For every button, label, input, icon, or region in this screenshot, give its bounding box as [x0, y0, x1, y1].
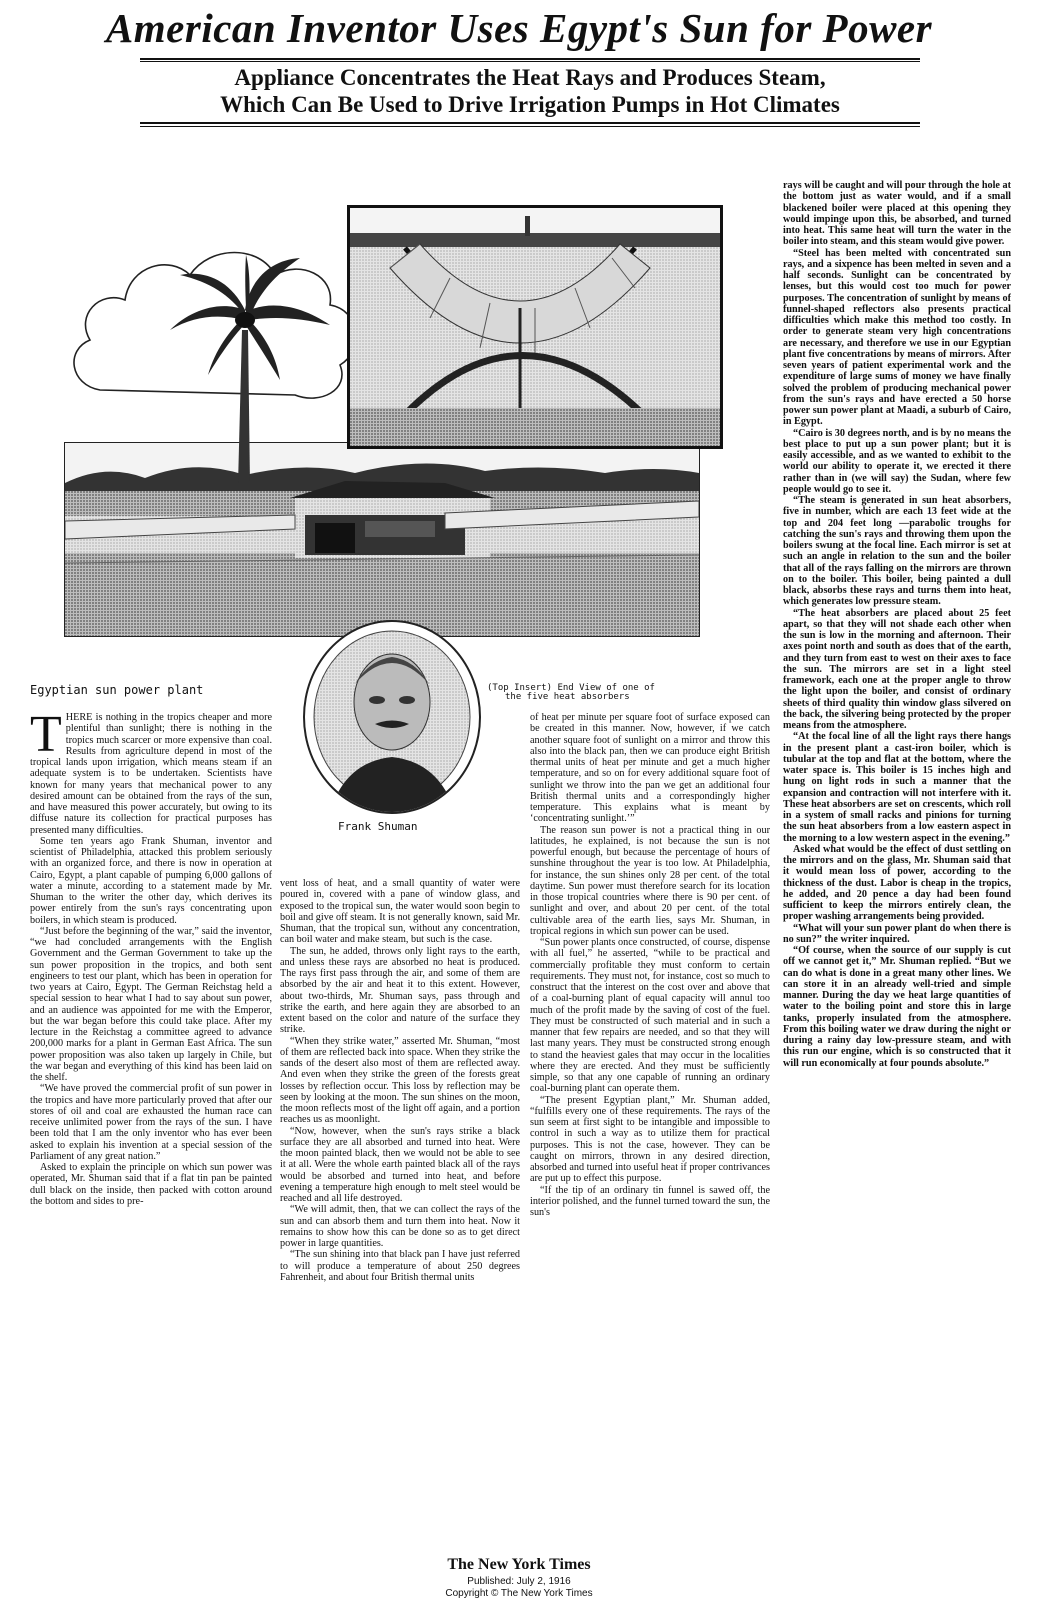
article-column-4 — [783, 180, 1011, 1422]
article-col3-para4: “The present Egyptian plant,” Mr. Shuman added, “fulfills every one of these requirements. The rays of the sun seem at first sight to be intangible and impossible to control in such a way as to utilize them for practical purposes. This is not the case, however. They can be caught on mirrors, thrown in any desired direction, absorbed and turned into useful heat if proper contrivances are put up to effect this purpose. — [530, 1094, 770, 1185]
article-column-3 — [530, 712, 770, 1424]
article-col3-para1: of heat per minute per square foot of surface exposed can be created in this manner. Now, however, if we catch another square foot of sunlight on a mirror and throw this also into the black pan, then we can produce eight British thermal units of heat per minute and get a much higher temperature, and so on for every additional square foot of sunlight we throw into the pan we get an additional four British thermal units and a correspondingly higher temperature. This explains what is meant by ‘concentrating sunlight.’” — [530, 712, 770, 825]
article-col4-para6: “At the focal line of all the light rays there hangs in the present plant a cast-iron boiler, which is tubular at the top and flat at the bottom, where the water space is. This boiler is 15 inches high and hung on light rods in such a manner that the expansion and contraction will not interfere with it. These heat absorbers are set on crescents, which roll in a system of small racks and pinions for turning the sun heat absorbers from a low eastern aspect in the morning to a low western aspect in the evening.” — [783, 731, 1011, 844]
article-col1-para1-text: HERE is nothing in the tropics cheaper and more plentiful than sunlight; there is nothing in the tropics much scarcer or more expensive than coal. Results from agriculture depend in most of the tropical lands upon irrigation, which means steam if an adequate system is to be undertaken. Scientists have known for many years that mechanical power to any desired amount can be obtained from the rays of the sun, and have measured this power accurately, but owing to its diffuse nature its collection for practical purposes has presented many difficulties. — [30, 712, 272, 836]
insert-caption-line2: the five heat absorbers — [505, 692, 630, 702]
footer-masthead: The New York Times — [447, 1556, 591, 1573]
article-col1-para1 — [30, 712, 272, 836]
rule-top-thin — [140, 61, 920, 62]
dropcap: T — [30, 712, 62, 763]
heat-absorber-graphic — [350, 208, 720, 446]
article-col2-para5: “We will admit, then, that we can collect the rays of the sun and can absorb them and turn them into heat. Now it remains to show how this can be done so as to get direct power in large quantities. — [280, 1204, 520, 1249]
rule-bottom — [140, 122, 920, 124]
subheadline-line2: Which Can Be Used to Drive Irrigation Pumps in Hot Climates — [220, 92, 840, 117]
article-col4-para7: Asked what would be the effect of dust settling on the mirrors and on the glass, Mr. Shuman said that it would mean loss of power, according to the thickness of the dust. Labor is cheap in the tropics, he added, and 20 pence a day had been found sufficient to keep the mirrors entirely clean, the proper washing arrangements being provided. — [783, 843, 1011, 923]
portrait-caption: Frank Shuman — [338, 820, 418, 833]
article-col2-para4: “Now, however, when the sun's rays strike a black surface they are all absorbed and turned into heat. Were the moon painted black, then we would not be able to see it at all. Were the whole earth painted black all of the rays would be absorbed and turned into heat, and before evening a temperature high enough to melt steel would be reached and all life destroyed. — [280, 1125, 520, 1204]
portrait-graphic — [305, 622, 479, 812]
article-col1-para2: Some ten years ago Frank Shuman, inventor and scientist of Philadelphia, attacked this problem seriously with an organized force, and there is now in operation at Cairo, Egypt, a plant capable of pumping 6,000 gallons of water a minute, according to a statement made by Mr. Shuman to the writer the other day, which derives its power entirely from the sun's rays concentrating upon boilers, in which steam is produced. — [30, 835, 272, 926]
article-col3-para2: The reason sun power is not a practical thing in our latitudes, he explained, is not because the sun is not powerful enough, but because the percentage of hours of sunshine throughout the year is too low. At Philadelphia, for instance, the sun shines only 28 per cent. of the total daytime. Sun power must therefore search for its location in those tropical countries where there is 90 per cent. of sunlight and over, and about 20 per cent. of the total cultivable area of the earth lies, says Mr. Shuman, in tropical regions in which sun power can be used. — [530, 824, 770, 937]
article-col4-para3: “Cairo is 30 degrees north, and is by no means the best place to put up a sun power plant; but it is easily accessible, and as we wanted to exhibit to the world our ability to operate it, we erected it there rather than in (we will say) the Sudan, where few people would go to see it. — [783, 427, 1011, 495]
subheadline-line1: Appliance Concentrates the Heat Rays and Produces Steam, — [234, 65, 826, 90]
article-col1-para5: Asked to explain the principle on which sun power was operated, Mr. Shuman said that if a flat tin pan be painted dull black on the inside, then packed with cotton around the bottom and sides to pre- — [30, 1162, 272, 1207]
insert-caption-line1: (Top Insert) End View of one of — [487, 683, 655, 693]
footer-published: Published: July 2, 1916 — [467, 1576, 571, 1587]
palm-tree-graphic — [150, 250, 350, 490]
article-col2-para2: The sun, he added, throws only light rays to the earth, and unless these rays are absorbed no heat is produced. The rays first pass through the air, and some of them are absorbed by the air and heat it to this extent. However, about two-thirds, Mr. Shuman says, pass through and strike the earth, and here again they are absorbed to an extent based on the color and nature of the surface they strike. — [280, 945, 520, 1036]
subheadline — [140, 64, 920, 118]
article-col4-para4: “The steam is generated in sun heat absorbers, five in number, which are each 13 feet wide at the top and 204 feet long —parabolic troughs for catching the sun's rays and throwing them upon the boilers swung at the focal line. Each mirror is set at such an angle in relation to the sun and the boiler that all of the rays falling on the mirrors are thrown on to the boiler. This boiler, being painted a dull black, absorbs these rays and turns them into heat, which generates low pressure steam. — [783, 495, 1011, 608]
rule-bottom-thin — [140, 126, 920, 127]
portrait-frame — [303, 620, 481, 814]
article-col4-para5: “The heat absorbers are placed about 25 feet apart, so that they will not shade each other when the sun is low in the morning and afternoon. Their axes point north and south as does that of the earth, and they turn from east to west on their axes to face the sun. The mirrors are set in a light steel framework, each one at the proper angle to throw the light upon the boiler, and consist of ordinary sheets of third quality thin window glass silvered on the back, the silvering being protected by the proper means from the atmosphere. — [783, 607, 1011, 731]
article-col2-para6: “The sun shining into that black pan I have just referred to will produce a temperature of about 250 degrees Fahrenheit, and about four British thermal units — [280, 1249, 520, 1283]
article-col3-para5: “If the tip of an ordinary tin funnel is sawed off, the interior polished, and the funnel turned toward the sun, the sun's — [530, 1184, 770, 1218]
article-col3-para3: “Sun power plants once constructed, of course, dispense with all fuel,” he asserted, “while to be practical and commercially profitable they must conform to certain requirements. They must not, for instance, cost so much to construct that the interest on the cost over and above that of a coal-burning plant of equal capacity will annul too much of the profit made by the saving of cost of the fuel. They must be constructed of such material and in such a manner that few repairs are needed, and so that they will last many years. They must be constructed strong enough to stand the heaviest gales that may occur in the localities where they are erected. And they must be sufficiently simple, so that any one capable of running an ordinary coal-burning plant can operate them. — [530, 937, 770, 1095]
heat-absorber-insert-photo — [347, 205, 723, 449]
article-col4-para9: “Of course, when the source of our supply is cut off we cannot get it,” Mr. Shuman replied. “But we can do what is done in a great many other lines. We can store it in an already well-tried and simple manner. During the day we heat large quantities of water to the boiling point and store this in large tanks, properly insulated from the atmosphere. From this boiling water we draw during the night or during a rainy day low-pressure steam, and with this run our engine, which is so constructed that it will run economically at four pounds absolute.” — [783, 945, 1011, 1069]
insert-caption — [487, 684, 655, 702]
article-col4-para1: rays will be caught and will pour through the hole at the bottom just as water would, and if a small blackened boiler were placed at this opening they would impinge upon this, be absorbed, and turned into heat. This same heat will turn the water in the boiler into steam, and this steam would give power. — [783, 180, 1011, 248]
rule-top — [140, 58, 920, 60]
article-column-2 — [280, 878, 520, 1423]
article-column-1 — [30, 712, 272, 1412]
headline: American Inventor Uses Egypt's Sun for Power — [105, 5, 933, 51]
article-col4-para8: “What will your sun power plant do when there is no sun?” the writer inquired. — [783, 922, 1011, 945]
article-col1-para3: “Just before the beginning of the war,” said the inventor, “we had concluded arrangements with the English Government and the German Government to take up the sun power proposition in the tropics, and both sent engineers to test our plant, which has been in operation for two years at Cairo, Egypt. The German Reichstag held a special session to hear what I had to say about sun power, and an audience was appointed for me with the Emperor, but the war began before this could take place. After my lecture in the Reichstag a committee agreed to advance 200,000 marks for a plant in German East Africa. The sun power proposition was also taken up largely in Chile, but the war began and everything of this kind has been laid on the shelf. — [30, 925, 272, 1083]
plant-caption: Egyptian sun power plant — [30, 683, 204, 697]
article-col4-para2: “Steel has been melted with concentrated sun rays, and a sixpence has been melted in seven and a half seconds. Sunlight can be concentrated by lenses, but this would cost too much for power purposes. The concentration of sunlight by means of funnel-shaped reflectors also presents practical difficulties which make this method too costly. In order to generate steam very high concentrations are necessary, and therefore we use in our Egyptian plant five concentrations by means of mirrors. After seven years of patient experimental work and the expenditure of large sums of money we have finally solved the problem of producing mechanical power from the sun's rays and have erected a 50 horse power sun power plant at Maadi, a suburb of Cairo, in Egypt. — [783, 247, 1011, 428]
article-col1-para4: “We have proved the commercial profit of sun power in the tropics and have more particularly proved that after our stores of oil and coal are exhausted the human race can receive unlimited power from the rays of the sun. I have been told that I am the only inventor who has ever been asked to explain his invention at a special session of the Parliament of any great nation.” — [30, 1083, 272, 1162]
article-col2-para3: “When they strike water,” asserted Mr. Shuman, “most of them are reflected back into space. When they strike the sands of the desert also most of them are reflected away. And even when they strike the green of the forests great losses by reflection occur. This loss by reflection may be seen by looking at the moon. The sun shines on the moon, the moon reflects most of the light off again, and a portion reaches us as moonlight. — [280, 1035, 520, 1126]
article-col2-para1: vent loss of heat, and a small quantity of water were poured in, covered with a pane of window glass, and exposed to the tropical sun, the water would soon begin to boil and give off steam. It is not generally known, said Mr. Shuman, that the tropical sun, without any concentration, can boil water and make steam, but such is the case. — [280, 878, 520, 946]
footer-copyright: Copyright © The New York Times — [445, 1588, 593, 1599]
